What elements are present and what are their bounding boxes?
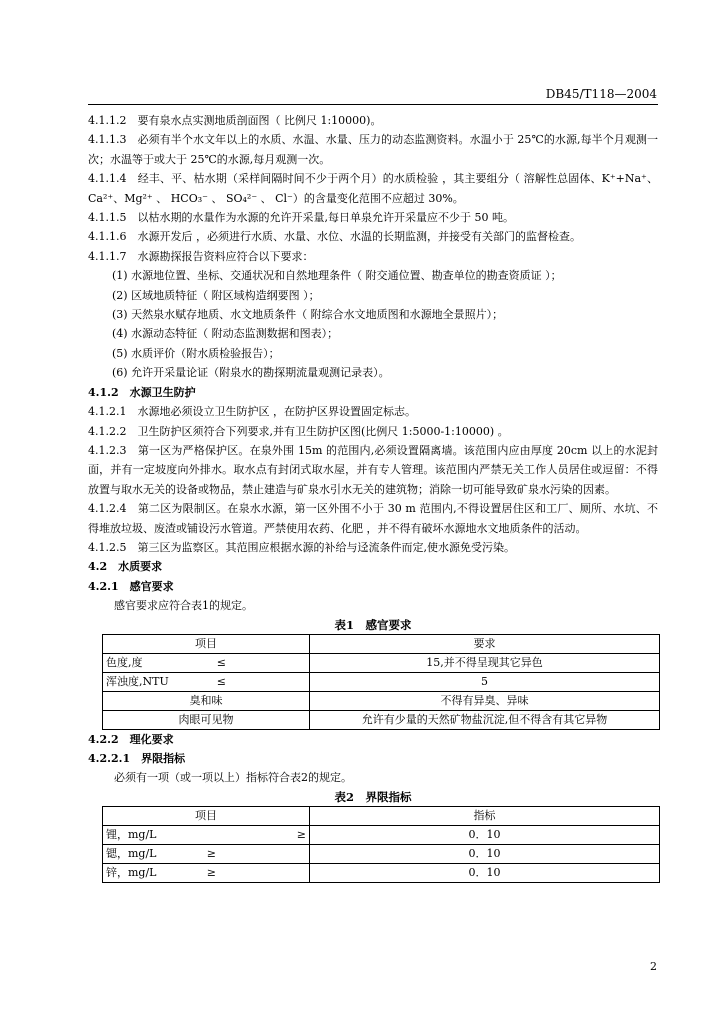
section-heading-4-2: 4.2 水质要求 [88,560,163,574]
standard-number: DB45/T118—2004 [545,87,657,101]
clause-4-1-1-5: 4.1.1.5 以枯水期的水量作为水源的允许开采量,每日单泉允许开采量应不少于 50 吨。 [88,211,514,225]
table-row [103,844,660,863]
table-header-cell: 项目 [103,806,310,825]
clause-4-1-1-4: 4.1.1.4 经丰、平、枯水期（采样间隔时间不少于两个月）的水质检验 ，其主要组分（ 溶解性总固体、K⁺+Na⁺、Ca²⁺、Mg²⁺ 、 HCO₃⁻ 、 SO₄²⁻ 、 Cl⁻）的含量变化范围不应超过 30%。 [88,172,658,205]
comparison-symbol: ≥ [206,846,216,860]
comparison-symbol: ≥ [206,865,216,879]
table-row [103,710,660,729]
table-cell: 肉眼可见物 [103,710,310,729]
section-heading-4-1-2: 4.1.2 水源卫生防护 [88,385,196,399]
table-cell: 不得有异臭、异味 [310,691,660,710]
table-cell: 5 [310,672,660,691]
table-header-cell: 项目 [103,634,310,653]
table-row [103,691,660,710]
comparison-symbol: ≥ [296,827,306,841]
clause-4-1-1-3: 4.1.1.3 必须有半个水文年以上的水质、水温、水量、压力的动态监测资料。水温小于 25℃的水源,每半个月观测一次；水温等于或大于 25℃的水源,每月观测一次。 [88,133,658,166]
list-item: (5) 水质评价（附水质检验报告）； [112,346,280,360]
table-cell: 锂，mg/L ≥ [103,825,310,844]
table-cell: 0．10 [310,844,660,863]
clause-4-1-1-6: 4.1.1.6 水源开发后 ，必须进行水质、水量、水位、水温的长期监测，并接受有关部门的监督检查。 [88,230,581,244]
list-item: (3) 天然泉水赋存地质、水文地质条件（ 附综合水文地质图和水源地全景照片）； [112,308,504,322]
table-header-row [103,634,660,653]
table2-caption: 表2 界限指标 [334,789,412,804]
section-heading-4-2-2: 4.2.2 理化要求 [88,732,174,746]
table1 [102,634,660,730]
table-row [103,672,660,691]
list-item: (1) 水源地位置、坐标、交通状况和自然地理条件（ 附交通位置、勘查单位的勘查资质证 ）； [112,269,562,283]
table-row [103,825,660,844]
table-cell: 0．10 [310,825,660,844]
table2-intro: 必须有一项（或一项以上）指标符合表2的规定。 [114,771,352,785]
document-body [88,111,658,883]
page-number: 2 [650,960,657,973]
list-item: (6) 允许开采量论证（附泉水的勘探期流量观测记录表）。 [112,366,390,380]
table1-caption: 表1 感官要求 [334,617,412,632]
table2 [102,806,660,883]
table-cell: 锌，mg/L ≥ [103,863,310,882]
clause-4-1-2-5: 4.1.2.5 第三区为监察区。其范围应根据水源的补给与迳流条件而定,使水源免受污染。 [88,540,515,554]
list-item: (2) 区域地质特征（ 附区域构造纲要图 ）； [112,288,320,302]
table-cell: 臭和味 [103,691,310,710]
clause-4-1-2-2: 4.1.2.2 卫生防护区须符合下列要求,并有卫生防护区图(比例尺 1:5000-1:10000) 。 [88,424,509,438]
table-header-cell: 要求 [310,634,660,653]
table-cell: 色度,度 ≤ [103,653,310,672]
table-header-row [103,806,660,825]
clause-4-1-1-2: 4.1.1.2 要有泉水点实测地质剖面图（ 比例尺 1:10000)。 [88,114,382,127]
table-cell: 允许有少量的天然矿物盐沉淀,但不得含有其它异物 [310,710,660,729]
table1-intro: 感官要求应符合表1的规定。 [114,599,253,613]
clause-4-1-2-3: 4.1.2.3 第一区为严格保护区。在泉外围 15m 的范围内,必须设置隔离墙。该范围内应由厚度 20cm 以上的水泥封面，并有一定坡度向外排水。取水点有封闭式取水屋，并有专人管理。该范围内严禁无关工作人员居住或逗留：不得放置与取水无关的设备或物品，禁止建造与矿泉水引水无关的建筑物；消除一切可能导致矿泉水污染的因素。 [88,443,658,496]
table-cell: 0．10 [310,863,660,882]
table-cell: 15,并不得呈现其它异色 [310,653,660,672]
table-row [103,863,660,882]
clause-4-1-1-7: 4.1.1.7 水源勘探报告资料应符合以下要求： [88,249,314,263]
table-cell: 锶，mg/L ≥ [103,844,310,863]
section-heading-4-2-2-1: 4.2.2.1 界限指标 [88,751,186,765]
clause-4-1-2-1: 4.1.2.1 水源地必须设立卫生防护区 ，在防护区界设置固定标志。 [88,405,416,419]
table-header-cell: 指标 [310,806,660,825]
table-row [103,653,660,672]
comparison-symbol: ≤ [216,674,226,688]
table-cell: 浑浊度,NTU ≤ [103,672,310,691]
comparison-symbol: ≤ [216,655,226,669]
clause-4-1-2-4: 4.1.2.4 第二区为限制区。在泉水水源，第一区外围不小于 30 m 范围内,不得设置居住区和工厂、厕所、水坑、不得堆放垃圾、废渣或铺设污水管道。严禁使用农药、化肥 ，并不得有破坏水源地水文地质条件的活动。 [88,502,658,535]
section-heading-4-2-1: 4.2.1 感官要求 [88,579,174,593]
header-rule [88,104,658,105]
list-item: (4) 水源动态特征（ 附动态监测数据和图表）； [112,327,339,341]
